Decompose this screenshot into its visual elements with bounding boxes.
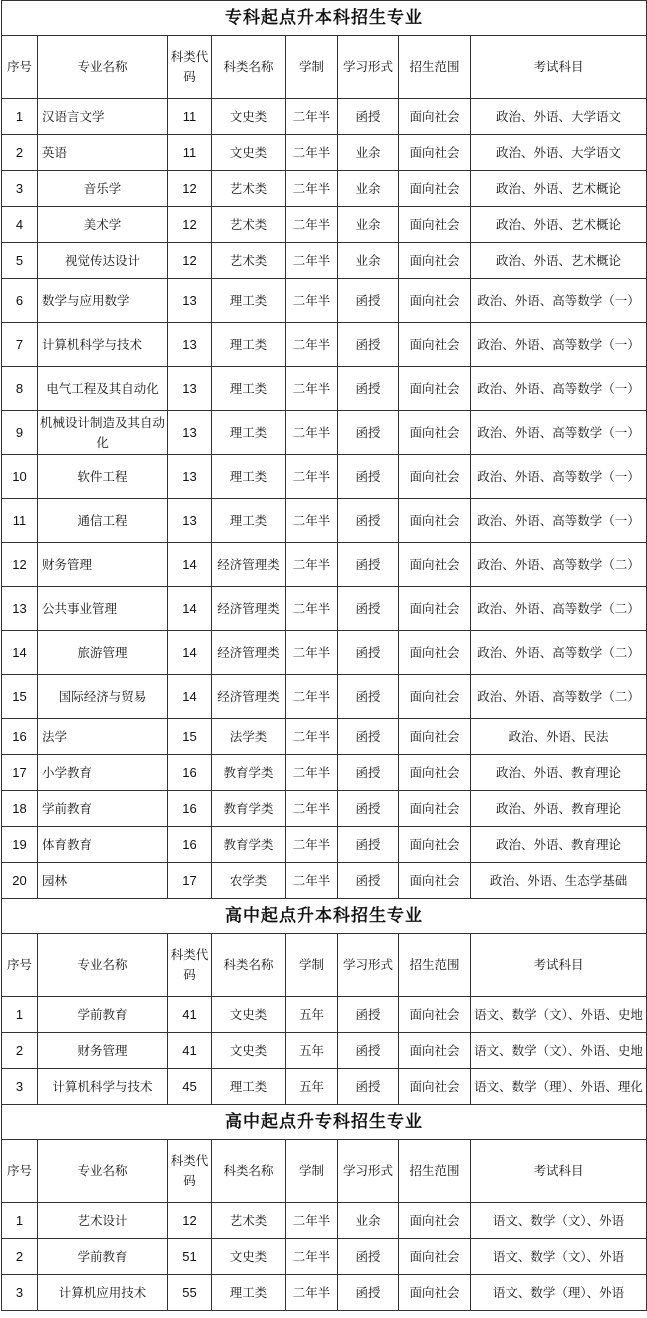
cell-exam: 语文、数学（文）、外语、史地 — [471, 1033, 647, 1069]
cell-mode: 函授 — [338, 1033, 399, 1069]
cell-seq: 16 — [2, 719, 38, 755]
cell-mode: 函授 — [338, 827, 399, 863]
cell-seq: 11 — [2, 499, 38, 543]
cell-seq: 5 — [2, 243, 38, 279]
cell-category: 理工类 — [212, 499, 286, 543]
cell-scope: 面向社会 — [399, 99, 471, 135]
cell-scope: 面向社会 — [399, 631, 471, 675]
cell-seq: 8 — [2, 367, 38, 411]
cell-category: 艺术类 — [212, 207, 286, 243]
header-code: 科类代码 — [168, 36, 212, 99]
cell-scope: 面向社会 — [399, 791, 471, 827]
cell-code: 13 — [168, 455, 212, 499]
cell-duration: 二年半 — [286, 543, 338, 587]
cell-duration: 二年半 — [286, 827, 338, 863]
cell-category: 艺术类 — [212, 243, 286, 279]
cell-exam: 政治、外语、艺术概论 — [471, 243, 647, 279]
cell-scope: 面向社会 — [399, 243, 471, 279]
table-row — [2, 279, 647, 323]
cell-major: 汉语言文学 — [38, 99, 168, 135]
cell-code: 12 — [168, 243, 212, 279]
cell-category: 经济管理类 — [212, 543, 286, 587]
cell-category: 文史类 — [212, 135, 286, 171]
cell-code: 16 — [168, 755, 212, 791]
cell-exam: 政治、外语、高等数学（一） — [471, 279, 647, 323]
cell-major: 学前教育 — [38, 791, 168, 827]
cell-mode: 业余 — [338, 207, 399, 243]
header-row — [2, 934, 647, 997]
header-row — [2, 36, 647, 99]
header-scope: 招生范围 — [399, 36, 471, 99]
cell-mode: 函授 — [338, 997, 399, 1033]
cell-major: 公共事业管理 — [38, 587, 168, 631]
cell-major: 美术学 — [38, 207, 168, 243]
table-row — [2, 323, 647, 367]
table-row — [2, 135, 647, 171]
cell-seq: 2 — [2, 135, 38, 171]
cell-major: 计算机应用技术 — [38, 1275, 168, 1311]
cell-mode: 函授 — [338, 455, 399, 499]
table-row — [2, 543, 647, 587]
table-row — [2, 1033, 647, 1069]
cell-major: 数学与应用数学 — [38, 279, 168, 323]
cell-scope: 面向社会 — [399, 367, 471, 411]
cell-code: 15 — [168, 719, 212, 755]
cell-major: 计算机科学与技术 — [38, 323, 168, 367]
cell-seq: 20 — [2, 863, 38, 899]
cell-major: 软件工程 — [38, 455, 168, 499]
cell-seq: 3 — [2, 1069, 38, 1105]
cell-mode: 函授 — [338, 755, 399, 791]
cell-exam: 政治、外语、高等数学（二） — [471, 587, 647, 631]
cell-major: 财务管理 — [38, 543, 168, 587]
cell-category: 法学类 — [212, 719, 286, 755]
cell-scope: 面向社会 — [399, 863, 471, 899]
cell-exam: 政治、外语、高等数学（二） — [471, 631, 647, 675]
cell-scope: 面向社会 — [399, 455, 471, 499]
cell-mode: 业余 — [338, 243, 399, 279]
cell-duration: 二年半 — [286, 171, 338, 207]
section-title: 高中起点升专科招生专业 — [2, 1105, 647, 1140]
cell-code: 12 — [168, 171, 212, 207]
table-row — [2, 631, 647, 675]
cell-duration: 二年半 — [286, 243, 338, 279]
cell-category: 理工类 — [212, 323, 286, 367]
cell-mode: 函授 — [338, 791, 399, 827]
table-row — [2, 1239, 647, 1275]
cell-scope: 面向社会 — [399, 997, 471, 1033]
cell-duration: 二年半 — [286, 455, 338, 499]
cell-scope: 面向社会 — [399, 1069, 471, 1105]
cell-major: 计算机科学与技术 — [38, 1069, 168, 1105]
cell-exam: 政治、外语、教育理论 — [471, 755, 647, 791]
cell-category: 艺术类 — [212, 171, 286, 207]
cell-seq: 15 — [2, 675, 38, 719]
cell-scope: 面向社会 — [399, 135, 471, 171]
cell-major: 国际经济与贸易 — [38, 675, 168, 719]
cell-scope: 面向社会 — [399, 719, 471, 755]
cell-category: 教育学类 — [212, 827, 286, 863]
table-row — [2, 997, 647, 1033]
section-title: 专科起点升本科招生专业 — [2, 1, 647, 36]
cell-duration: 二年半 — [286, 135, 338, 171]
cell-code: 14 — [168, 631, 212, 675]
cell-scope: 面向社会 — [399, 1033, 471, 1069]
cell-scope: 面向社会 — [399, 755, 471, 791]
header-major: 专业名称 — [38, 36, 168, 99]
cell-duration: 二年半 — [286, 367, 338, 411]
cell-mode: 函授 — [338, 719, 399, 755]
cell-mode: 函授 — [338, 587, 399, 631]
cell-category: 文史类 — [212, 997, 286, 1033]
cell-seq: 3 — [2, 171, 38, 207]
cell-mode: 业余 — [338, 135, 399, 171]
header-major: 专业名称 — [38, 934, 168, 997]
cell-seq: 19 — [2, 827, 38, 863]
cell-seq: 13 — [2, 587, 38, 631]
cell-scope: 面向社会 — [399, 171, 471, 207]
cell-category: 文史类 — [212, 99, 286, 135]
cell-category: 理工类 — [212, 411, 286, 455]
cell-duration: 二年半 — [286, 207, 338, 243]
cell-category: 理工类 — [212, 367, 286, 411]
cell-category: 经济管理类 — [212, 587, 286, 631]
cell-category: 经济管理类 — [212, 631, 286, 675]
cell-duration: 二年半 — [286, 99, 338, 135]
header-duration: 学制 — [286, 1140, 338, 1203]
cell-code: 11 — [168, 135, 212, 171]
cell-exam: 政治、外语、生态学基础 — [471, 863, 647, 899]
cell-mode: 函授 — [338, 279, 399, 323]
cell-duration: 二年半 — [286, 719, 338, 755]
header-seq: 序号 — [2, 934, 38, 997]
cell-category: 理工类 — [212, 1069, 286, 1105]
cell-exam: 政治、外语、高等数学（一） — [471, 323, 647, 367]
section-title-row — [2, 1, 647, 36]
cell-scope: 面向社会 — [399, 675, 471, 719]
cell-code: 41 — [168, 997, 212, 1033]
cell-code: 17 — [168, 863, 212, 899]
header-category: 科类名称 — [212, 934, 286, 997]
table-row — [2, 99, 647, 135]
cell-code: 16 — [168, 827, 212, 863]
cell-scope: 面向社会 — [399, 1275, 471, 1311]
cell-exam: 语文、数学（文）、外语、史地 — [471, 997, 647, 1033]
cell-seq: 3 — [2, 1275, 38, 1311]
cell-seq: 1 — [2, 1203, 38, 1239]
cell-duration: 二年半 — [286, 1275, 338, 1311]
cell-seq: 7 — [2, 323, 38, 367]
cell-mode: 函授 — [338, 499, 399, 543]
cell-major: 旅游管理 — [38, 631, 168, 675]
cell-category: 文史类 — [212, 1033, 286, 1069]
cell-scope: 面向社会 — [399, 543, 471, 587]
table-row — [2, 863, 647, 899]
table-row — [2, 791, 647, 827]
cell-scope: 面向社会 — [399, 1203, 471, 1239]
header-exam: 考试科目 — [471, 1140, 647, 1203]
table-row — [2, 1069, 647, 1105]
cell-code: 13 — [168, 323, 212, 367]
cell-code: 14 — [168, 543, 212, 587]
cell-code: 41 — [168, 1033, 212, 1069]
cell-mode: 函授 — [338, 411, 399, 455]
cell-major: 学前教育 — [38, 997, 168, 1033]
cell-scope: 面向社会 — [399, 207, 471, 243]
cell-duration: 二年半 — [286, 499, 338, 543]
cell-seq: 18 — [2, 791, 38, 827]
cell-exam: 政治、外语、教育理论 — [471, 827, 647, 863]
cell-mode: 函授 — [338, 323, 399, 367]
cell-scope: 面向社会 — [399, 323, 471, 367]
table-row — [2, 1203, 647, 1239]
cell-exam: 政治、外语、高等数学（一） — [471, 411, 647, 455]
cell-exam: 语文、数学（文）、外语 — [471, 1239, 647, 1275]
table-row — [2, 243, 647, 279]
cell-scope: 面向社会 — [399, 411, 471, 455]
cell-seq: 10 — [2, 455, 38, 499]
cell-seq: 6 — [2, 279, 38, 323]
header-category: 科类名称 — [212, 1140, 286, 1203]
cell-code: 13 — [168, 367, 212, 411]
table-row — [2, 367, 647, 411]
admissions-table — [1, 0, 647, 1311]
cell-seq: 4 — [2, 207, 38, 243]
cell-exam: 政治、外语、高等数学（一） — [471, 499, 647, 543]
cell-code: 12 — [168, 1203, 212, 1239]
cell-code: 11 — [168, 99, 212, 135]
cell-seq: 2 — [2, 1239, 38, 1275]
table-row — [2, 675, 647, 719]
cell-duration: 二年半 — [286, 863, 338, 899]
cell-exam: 政治、外语、艺术概论 — [471, 171, 647, 207]
cell-scope: 面向社会 — [399, 1239, 471, 1275]
cell-category: 文史类 — [212, 1239, 286, 1275]
cell-exam: 语文、数学（理）、外语、理化 — [471, 1069, 647, 1105]
table-body — [2, 1, 647, 1311]
section-title: 高中起点升本科招生专业 — [2, 899, 647, 934]
cell-seq: 1 — [2, 99, 38, 135]
cell-duration: 二年半 — [286, 587, 338, 631]
cell-seq: 17 — [2, 755, 38, 791]
cell-mode: 函授 — [338, 675, 399, 719]
table-row — [2, 587, 647, 631]
header-mode: 学习形式 — [338, 36, 399, 99]
cell-code: 14 — [168, 675, 212, 719]
cell-exam: 政治、外语、高等数学（二） — [471, 675, 647, 719]
cell-duration: 二年半 — [286, 1239, 338, 1275]
table-row — [2, 171, 647, 207]
header-exam: 考试科目 — [471, 36, 647, 99]
table-row — [2, 207, 647, 243]
cell-mode: 函授 — [338, 631, 399, 675]
table-row — [2, 1275, 647, 1311]
cell-exam: 政治、外语、大学语文 — [471, 99, 647, 135]
cell-category: 理工类 — [212, 279, 286, 323]
cell-exam: 政治、外语、高等数学（一） — [471, 367, 647, 411]
cell-major: 体育教育 — [38, 827, 168, 863]
table-row — [2, 411, 647, 455]
header-duration: 学制 — [286, 934, 338, 997]
cell-mode: 函授 — [338, 367, 399, 411]
header-seq: 序号 — [2, 36, 38, 99]
cell-exam: 政治、外语、艺术概论 — [471, 207, 647, 243]
cell-major: 学前教育 — [38, 1239, 168, 1275]
cell-duration: 二年半 — [286, 411, 338, 455]
cell-exam: 政治、外语、高等数学（二） — [471, 543, 647, 587]
cell-code: 13 — [168, 499, 212, 543]
cell-exam: 政治、外语、大学语文 — [471, 135, 647, 171]
cell-major: 通信工程 — [38, 499, 168, 543]
cell-major: 英语 — [38, 135, 168, 171]
header-duration: 学制 — [286, 36, 338, 99]
header-major: 专业名称 — [38, 1140, 168, 1203]
cell-duration: 五年 — [286, 1033, 338, 1069]
table-row — [2, 499, 647, 543]
table-row — [2, 755, 647, 791]
document — [1, 0, 646, 1311]
cell-mode: 业余 — [338, 1203, 399, 1239]
section-title-row — [2, 899, 647, 934]
cell-category: 教育学类 — [212, 791, 286, 827]
header-scope: 招生范围 — [399, 934, 471, 997]
cell-duration: 二年半 — [286, 323, 338, 367]
header-row — [2, 1140, 647, 1203]
cell-mode: 函授 — [338, 543, 399, 587]
cell-major: 电气工程及其自动化 — [38, 367, 168, 411]
cell-mode: 函授 — [338, 1069, 399, 1105]
cell-category: 教育学类 — [212, 755, 286, 791]
cell-exam: 政治、外语、教育理论 — [471, 791, 647, 827]
cell-mode: 业余 — [338, 171, 399, 207]
cell-exam: 政治、外语、民法 — [471, 719, 647, 755]
cell-category: 艺术类 — [212, 1203, 286, 1239]
cell-major: 园林 — [38, 863, 168, 899]
cell-major: 财务管理 — [38, 1033, 168, 1069]
cell-major: 机械设计制造及其自动化 — [38, 411, 168, 455]
header-scope: 招生范围 — [399, 1140, 471, 1203]
cell-major: 法学 — [38, 719, 168, 755]
cell-exam: 政治、外语、高等数学（一） — [471, 455, 647, 499]
section-title-row — [2, 1105, 647, 1140]
cell-duration: 二年半 — [286, 279, 338, 323]
header-mode: 学习形式 — [338, 934, 399, 997]
cell-code: 13 — [168, 279, 212, 323]
cell-major: 小学教育 — [38, 755, 168, 791]
header-exam: 考试科目 — [471, 934, 647, 997]
cell-category: 理工类 — [212, 455, 286, 499]
cell-scope: 面向社会 — [399, 827, 471, 863]
header-seq: 序号 — [2, 1140, 38, 1203]
cell-duration: 二年半 — [286, 631, 338, 675]
cell-code: 55 — [168, 1275, 212, 1311]
cell-exam: 语文、数学（文）、外语 — [471, 1203, 647, 1239]
cell-duration: 二年半 — [286, 675, 338, 719]
cell-seq: 12 — [2, 543, 38, 587]
cell-seq: 2 — [2, 1033, 38, 1069]
cell-scope: 面向社会 — [399, 587, 471, 631]
cell-category: 经济管理类 — [212, 675, 286, 719]
cell-mode: 函授 — [338, 1239, 399, 1275]
cell-major: 视觉传达设计 — [38, 243, 168, 279]
cell-exam: 语文、数学（理）、外语 — [471, 1275, 647, 1311]
header-code: 科类代码 — [168, 934, 212, 997]
header-code: 科类代码 — [168, 1140, 212, 1203]
cell-category: 农学类 — [212, 863, 286, 899]
cell-mode: 函授 — [338, 99, 399, 135]
cell-code: 51 — [168, 1239, 212, 1275]
table-row — [2, 719, 647, 755]
cell-code: 16 — [168, 791, 212, 827]
cell-major: 艺术设计 — [38, 1203, 168, 1239]
cell-seq: 1 — [2, 997, 38, 1033]
header-mode: 学习形式 — [338, 1140, 399, 1203]
cell-scope: 面向社会 — [399, 279, 471, 323]
cell-code: 13 — [168, 411, 212, 455]
cell-duration: 二年半 — [286, 791, 338, 827]
cell-scope: 面向社会 — [399, 499, 471, 543]
cell-duration: 五年 — [286, 997, 338, 1033]
table-row — [2, 827, 647, 863]
cell-mode: 函授 — [338, 1275, 399, 1311]
cell-code: 12 — [168, 207, 212, 243]
cell-seq: 14 — [2, 631, 38, 675]
cell-category: 理工类 — [212, 1275, 286, 1311]
cell-duration: 二年半 — [286, 1203, 338, 1239]
cell-major: 音乐学 — [38, 171, 168, 207]
table-row — [2, 455, 647, 499]
header-category: 科类名称 — [212, 36, 286, 99]
cell-seq: 9 — [2, 411, 38, 455]
cell-mode: 函授 — [338, 863, 399, 899]
cell-duration: 二年半 — [286, 755, 338, 791]
cell-duration: 五年 — [286, 1069, 338, 1105]
cell-code: 45 — [168, 1069, 212, 1105]
cell-code: 14 — [168, 587, 212, 631]
